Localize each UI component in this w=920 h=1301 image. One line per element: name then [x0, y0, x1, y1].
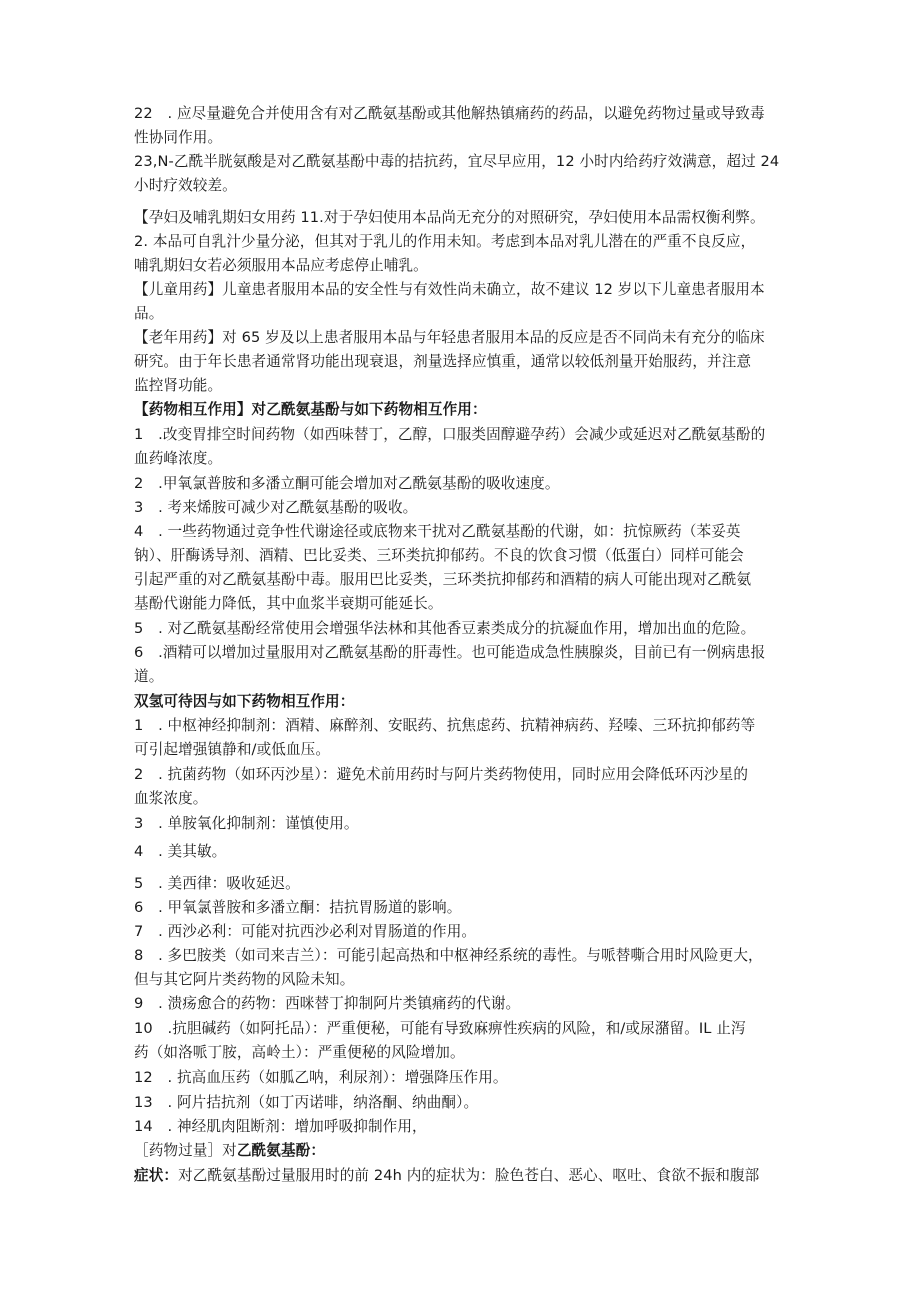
text-line: 23,N-乙酰半胱氨酸是对乙酰氨基酚中毒的拮抗药，宜尽早应用，12 小时内给药疗效满意，超过 24 — [134, 153, 780, 170]
text-line: 9 . 溃疡愈合的药物：西咪替丁抑制阿片类镇痛药的代谢。 — [134, 995, 521, 1012]
text-line: 基酚代谢能力降低，其中血浆半衰期可能延长。 — [134, 595, 443, 612]
text-line: 4 . 一些药物通过竞争性代谢途径或底物来干扰对乙酰氨基酚的代谢，如：抗惊厥药（苯妥英 — [134, 523, 741, 540]
section-heading: 【药物相互作用】对乙酰氨基酚与如下药物相互作用： — [134, 401, 487, 418]
text-line: 22 . 应尽量避免合并使用含有对乙酰氨基酚或其他解热镇痛药的药品，以避免药物过量或导致毒 — [134, 105, 765, 122]
text-line: 5 . 美西律：吸收延迟。 — [134, 875, 300, 892]
text-line: 14 . 神经肌肉阻断剂：增加呼吸抑制作用， — [134, 1118, 427, 1135]
text-line: 6 .酒精可以增加过量服用对乙酰氨基酚的肝毒性。也可能造成急性胰腺炎，目前已有一例病患报 — [134, 644, 766, 661]
run-in-label: 乙酰氨基酚： — [236, 1142, 326, 1159]
text-line: 症状：对乙酰氨基酚过量服用时的前 24h 内的症状为：脸色苍白、恶心、呕吐、食欲不振和腹部 — [134, 1167, 760, 1184]
text-line: 1 . 中枢神经抑制剂：酒精、麻醉剂、安眠药、抗焦虑药、抗精神病药、羟嗪、三环抗抑郁药等 — [134, 717, 756, 734]
text-line: 13 . 阿片拮抗剂（如丁丙诺啡，纳洛酮、纳曲酮）。 — [134, 1094, 479, 1111]
text-line: 监控肾功能。 — [134, 377, 223, 394]
text-line: 7 . 西沙必利：可能对抗西沙必利对胃肠道的作用。 — [134, 923, 477, 940]
text-line: 药（如洛哌丁胺，高岭土）：严重便秘的风险增加。 — [134, 1044, 465, 1061]
text-line: 2 .甲氧氯普胺和多潘立酮可能会增加对乙酰氨基酚的吸收速度。 — [134, 475, 560, 492]
text-line: 引起严重的对乙酰氨基酚中毒。服用巴比妥类，三环类抗抑郁药和酒精的病人可能出现对乙酰氨 — [134, 571, 752, 588]
text-line: 道。 — [134, 668, 164, 685]
text-line: 性协同作用。 — [134, 129, 223, 146]
text-line: 小时疗效较差。 — [134, 177, 237, 194]
text-line: 12 . 抗高血压药（如胍乙呐，利尿剂）：增强降压作用。 — [134, 1069, 508, 1086]
text-line: 【儿童用药】儿童患者服用本品的安全性与有效性尚未确立，故不建议 12 岁以下儿童患者服用本 — [134, 281, 765, 298]
text-line: 4 . 美其敏。 — [134, 843, 227, 860]
text-line: 6 . 甲氧氯普胺和多潘立酮：拮抗胃肠道的影响。 — [134, 899, 462, 916]
text-line: 1 .改变胃排空时间药物（如西味替丁，乙醇，口服类固醇避孕药）会减少或延迟对乙酰氨基酚的 — [134, 426, 766, 443]
text-line: 2 . 抗菌药物（如环丙沙星）：避免术前用药时与阿片类药物使用，同时应用会降低环丙沙星的 — [134, 766, 749, 783]
text-line: 血浆浓度。 — [134, 790, 208, 807]
text-line: 【老年用药】对 65 岁及以上患者服用本品与年轻患者服用本品的反应是否不同尚未有充分的临床 — [134, 329, 765, 346]
section-heading: ［药物过量］对乙酰氨基酚： — [134, 1142, 326, 1159]
section-heading: 双氢可待因与如下药物相互作用： — [134, 693, 355, 710]
text-line: 5 . 对乙酰氨基酚经常使用会增强华法林和其他香豆素类成分的抗凝血作用，增加出血的危险。 — [134, 620, 756, 637]
text-line: 3 . 单胺氧化抑制剂：谨慎使用。 — [134, 815, 359, 832]
text-line: 钠）、肝酶诱导剂、酒精、巴比妥类、三环类抗抑郁药。不良的饮食习惯（低蛋白）同样可能会 — [134, 547, 744, 564]
text-line: 10 .抗胆碱药（如阿托品）：严重便秘，可能有导致麻痹性疾病的风险，和/或尿潴留。IL 止泻 — [134, 1020, 746, 1037]
text-line: 血药峰浓度。 — [134, 450, 223, 467]
text-line: 3 . 考来烯胺可减少对乙酰氨基酚的吸收。 — [134, 499, 418, 516]
text-line: 但与其它阿片类药物的风险未知。 — [134, 971, 355, 988]
text-line: 8 . 多巴胺类（如司来吉兰）：可能引起高热和中枢神经系统的毒性。与哌替嘶合用时风险更大， — [134, 947, 763, 964]
text-line: 哺乳期妇女若必须服用本品应考虑停止哺乳。 — [134, 257, 428, 274]
text-line: 【孕妇及哺乳期妇女用药 11.对于孕妇使用本品尚无充分的对照研究，孕妇使用本品需权衡利弊。 — [134, 209, 765, 226]
text-line: 可引起增强镇静和/或低血压。 — [134, 741, 331, 758]
run-in-label: 症状： — [134, 1167, 179, 1184]
text-line: 研究。由于年长患者通常肾功能出现衰退，剂量选择应慎重，通常以较低剂量开始服药，并注意 — [134, 353, 752, 370]
text-line: 2. 本品可自乳汁少量分泌，但其对于乳儿的作用未知。考虑到本品对乳儿潜在的严重不良反应， — [134, 233, 756, 250]
text-line: 品。 — [134, 305, 164, 322]
